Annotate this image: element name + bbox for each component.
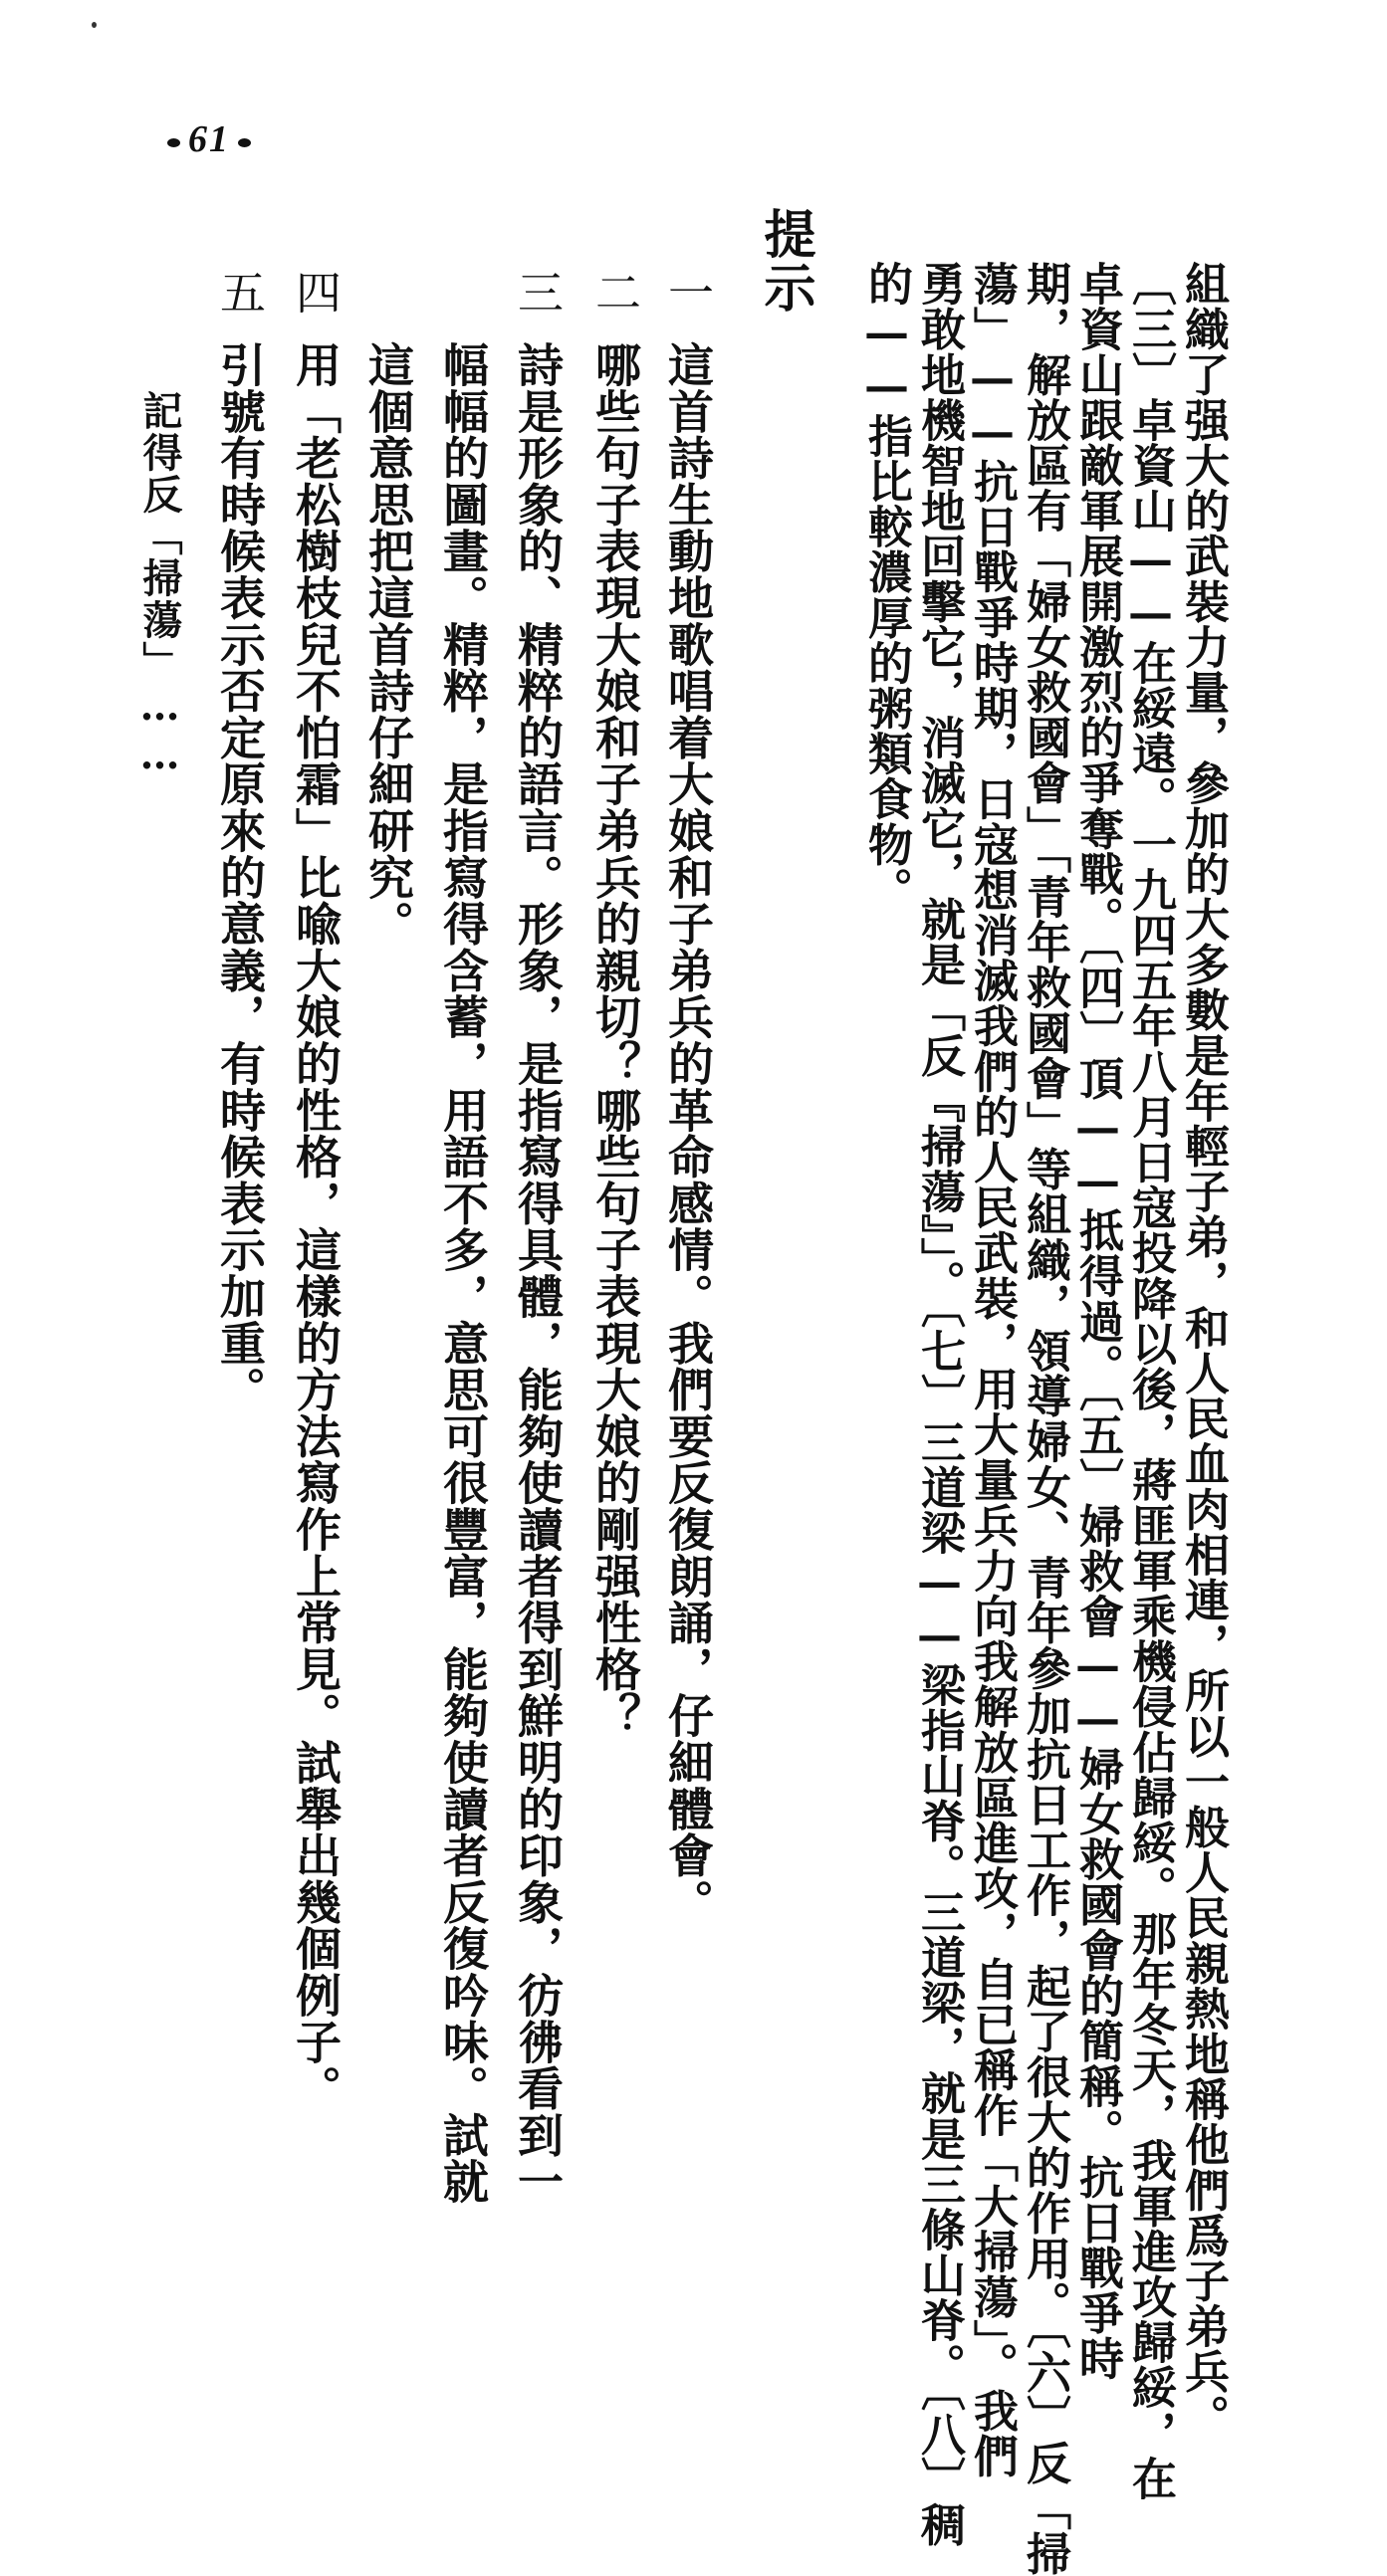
- note-line: 組織了强大的武裝力量，參加的大多數是年輕子弟，和人民血肉相連，所以一般人民親熱地稱他們爲子弟兵。: [1177, 261, 1230, 2440]
- page-number: 61: [159, 117, 259, 161]
- bullet-icon: [238, 138, 251, 147]
- tip-line: 哪些句子表現大娘和子弟兵的親切？哪些句子表現大娘的剛强性格？: [588, 341, 642, 1739]
- note-line: 卓資山跟敵軍展開激烈的爭奪戰。〔四〕頂——抵得過。〔五〕婦救會——婦女救國會的簡稱。抗日戰爭時: [1071, 261, 1124, 2382]
- bullet-icon: [167, 138, 180, 147]
- tip-line: 用「老松樹枝兒不怕霜」比喩大娘的性格，這樣的方法寫作上常見。試舉出幾個例子。: [289, 341, 343, 2112]
- tip-numeral: 一: [661, 269, 715, 315]
- tip-line: 這個意思把這首詩仔細研究。: [361, 341, 415, 948]
- note-line: 期，解放區有「婦女救國會」「青年救國會」等組織，領導婦女、青年參加抗日工作，起了很大的作用。〔六〕反「掃: [1019, 261, 1071, 2576]
- note-line: 勇敢地機智地回擊它，消滅它，就是「反『掃蕩』」。〔七〕三道梁——梁指山脊。三道梁，就是三條山脊。〔八〕稠: [913, 261, 966, 2548]
- tip-line: 這首詩生動地歌唱着大娘和子弟兵的革命感情。我們要反復朗誦，仔細體會。: [661, 341, 715, 1926]
- section-heading: 提示: [755, 207, 815, 315]
- note-line: 蕩」——抗日戰爭時期，日寇想消滅我們的人民武裝，用大量兵力向我解放區進攻，自已稱作「大掃蕩」。我們: [966, 261, 1019, 2478]
- tip-line: 幅幅的圖畫。精粹，是指寫得含蓄，用語不多，意思可很豐富，能夠使讀者反復吟味。試就: [436, 341, 490, 2205]
- note-line: 的——指比較濃厚的粥類食物。: [860, 261, 913, 913]
- note-line: 〔三〕卓資山——在綏遠。一九四五年八月日寇投降以後，蔣匪軍乘機侵佔歸綏。那年冬天，我軍進攻歸綏，在: [1124, 261, 1177, 2501]
- tip-line: 引號有時候表示否定原來的意義，有時候表示加重。: [213, 341, 267, 1413]
- tip-line: 記得反「掃蕩」……: [136, 390, 183, 780]
- ink-speck: [92, 22, 97, 28]
- tip-line: 詩是形象的、精粹的語言。形象，是指寫得具體，能夠使讀者得到鮮明的印象，彷彿看到一: [511, 341, 565, 2205]
- tip-numeral: 三: [511, 269, 565, 315]
- tip-numeral: 四: [289, 269, 343, 315]
- tip-numeral: 五: [213, 269, 267, 315]
- tip-numeral: 二: [588, 269, 642, 315]
